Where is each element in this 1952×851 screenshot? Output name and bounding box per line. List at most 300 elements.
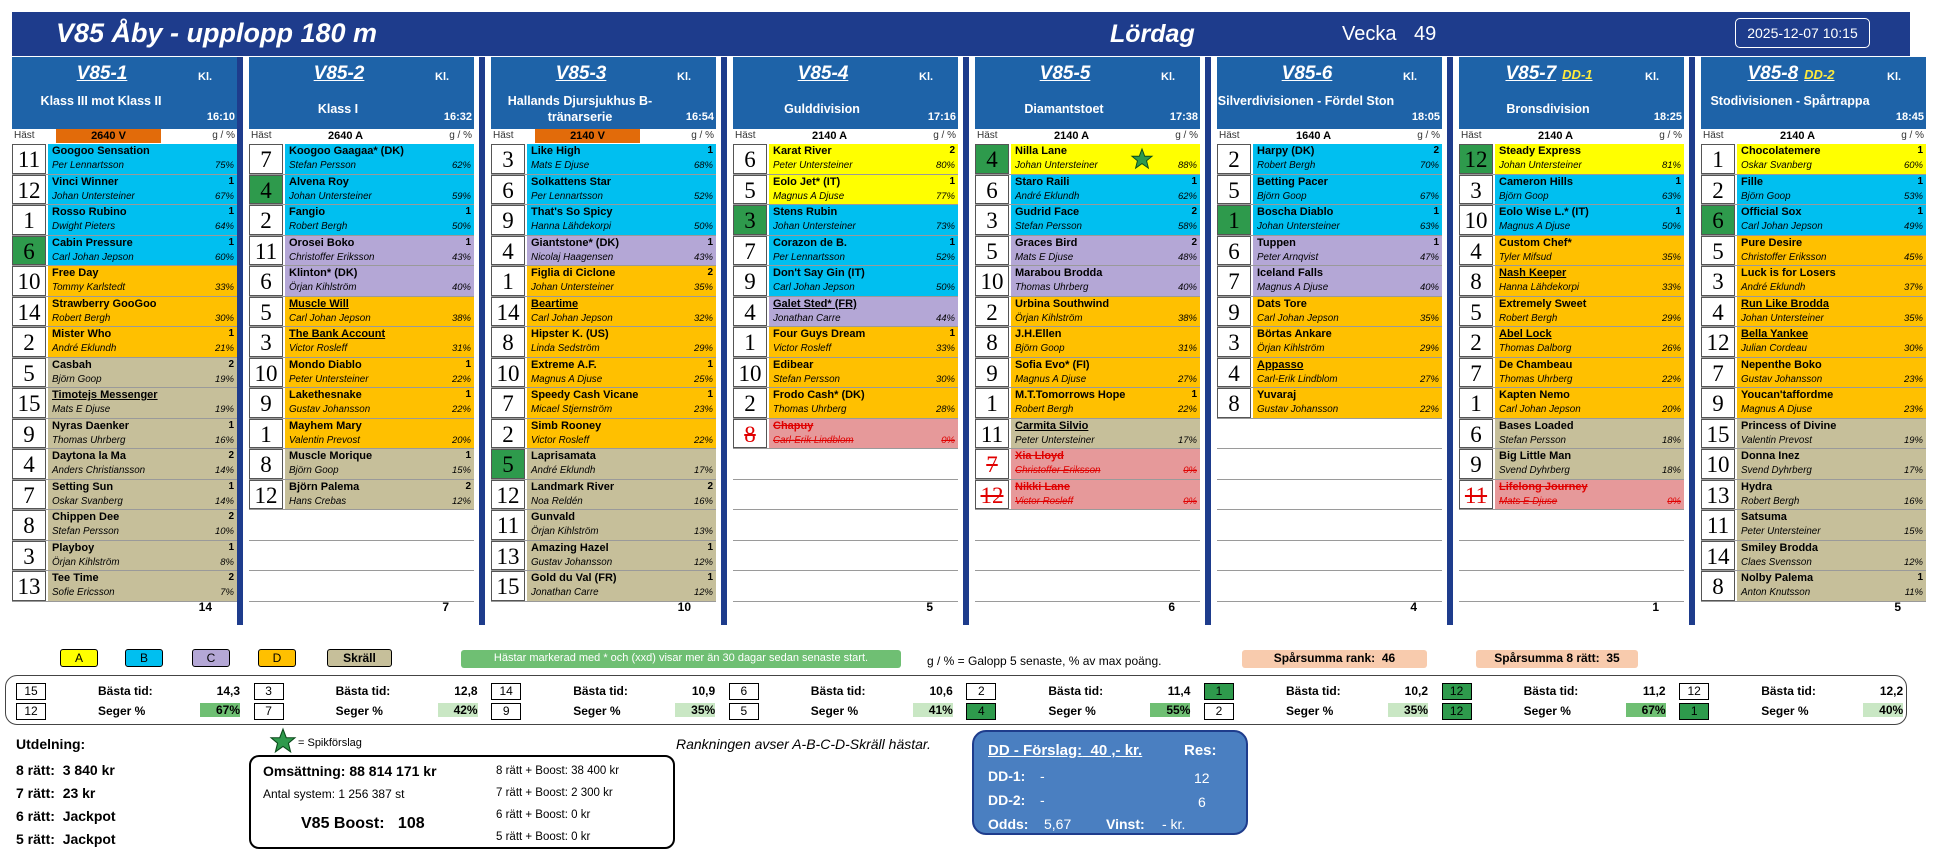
gallop-cell bbox=[198, 571, 237, 601]
stat-number-top: 15 bbox=[16, 683, 46, 700]
gp-label: g / % bbox=[1901, 130, 1924, 141]
horse-row[interactable] bbox=[975, 266, 1200, 297]
driver-name: Johan Untersteiner bbox=[531, 282, 614, 293]
horse-row[interactable] bbox=[1459, 297, 1684, 328]
horse-row[interactable] bbox=[249, 205, 474, 236]
horse-list bbox=[12, 144, 237, 602]
horse-row[interactable] bbox=[733, 266, 958, 297]
horse-row[interactable] bbox=[491, 266, 716, 297]
gallop-cell bbox=[198, 266, 237, 296]
driver-name: André Eklundh bbox=[1015, 190, 1080, 202]
horse-number: 1 bbox=[12, 205, 46, 235]
driver-name: Stefan Persson bbox=[1499, 434, 1566, 446]
points-percent: 27% bbox=[1419, 373, 1439, 385]
driver-name: Tyler Mifsud bbox=[1499, 251, 1552, 263]
driver-name: Gustav Johansson bbox=[1741, 373, 1823, 385]
horse-number: 7 bbox=[975, 449, 1009, 479]
horse-number: 3 bbox=[491, 144, 525, 174]
sum8-label: Spårsumma 8 rätt: bbox=[1494, 651, 1600, 665]
horse-row[interactable] bbox=[1217, 327, 1442, 358]
horse-info bbox=[527, 236, 677, 266]
horse-info bbox=[1495, 449, 1645, 479]
horse-info bbox=[1253, 175, 1403, 205]
horse-number: 15 bbox=[12, 388, 46, 418]
gallop-cell bbox=[198, 144, 237, 174]
horse-number: 11 bbox=[975, 419, 1009, 449]
horse-row[interactable] bbox=[1701, 297, 1926, 328]
driver-name: Jonathan Carre bbox=[531, 587, 599, 598]
points-percent: 15% bbox=[451, 465, 471, 476]
horse-row[interactable] bbox=[12, 388, 237, 419]
horse-number: 9 bbox=[249, 388, 283, 418]
horse-row[interactable] bbox=[1701, 236, 1926, 267]
points-percent: 50% bbox=[1661, 221, 1681, 232]
race-distance: 2640 V bbox=[56, 129, 161, 143]
horse-number: 11 bbox=[491, 510, 525, 540]
points-percent: 33% bbox=[935, 343, 955, 354]
points-percent: 16% bbox=[214, 434, 234, 446]
horse-number: 15 bbox=[1701, 419, 1735, 449]
horse-info bbox=[769, 358, 919, 388]
horse-name: Satsuma bbox=[1741, 511, 1787, 523]
horse-row[interactable] bbox=[249, 236, 474, 267]
horse-row[interactable] bbox=[1459, 449, 1684, 480]
horse-row[interactable] bbox=[1217, 297, 1442, 328]
races-grid bbox=[12, 57, 1924, 625]
race-time: 16:54 bbox=[685, 111, 714, 123]
horse-info bbox=[527, 419, 677, 449]
horse-name: De Chambeau bbox=[1499, 358, 1573, 371]
gallop-cell bbox=[198, 449, 237, 479]
horse-row[interactable] bbox=[12, 510, 237, 541]
horse-row[interactable] bbox=[733, 388, 958, 419]
horse-info bbox=[527, 541, 677, 571]
gallop-cell bbox=[198, 419, 237, 449]
horse-row[interactable] bbox=[1701, 144, 1926, 175]
points-percent: 62% bbox=[1177, 190, 1197, 202]
horse-number: 5 bbox=[975, 236, 1009, 266]
best-time: 11,4 bbox=[1167, 684, 1191, 698]
horse-number: 14 bbox=[1701, 541, 1735, 571]
gallop-cell bbox=[1645, 144, 1684, 174]
horse-row[interactable] bbox=[12, 236, 237, 267]
points-percent: 43% bbox=[451, 251, 471, 263]
gallop-count: 2 bbox=[228, 358, 234, 370]
horse-row[interactable] bbox=[12, 205, 237, 236]
points-percent: 12% bbox=[693, 556, 713, 568]
horse-row[interactable] bbox=[733, 175, 958, 206]
points-percent: 50% bbox=[935, 282, 955, 293]
horse-row[interactable] bbox=[975, 175, 1200, 206]
gallop-cell bbox=[919, 175, 958, 205]
race-name bbox=[249, 63, 429, 85]
gallop-cell bbox=[1161, 175, 1200, 205]
rank-value: 46 bbox=[1381, 651, 1396, 665]
horse-row[interactable] bbox=[491, 144, 716, 175]
horse-number: 1 bbox=[1701, 144, 1735, 174]
race-name-text: V85-6 bbox=[1281, 63, 1333, 84]
stat-number-bottom: 12 bbox=[16, 703, 46, 720]
race-score: 10 bbox=[677, 600, 691, 614]
horse-info bbox=[1495, 388, 1645, 418]
horse-row[interactable] bbox=[975, 449, 1200, 480]
horse-number: 4 bbox=[12, 449, 46, 479]
horse-row[interactable] bbox=[12, 480, 237, 511]
horse-row[interactable] bbox=[491, 480, 716, 511]
race-header bbox=[975, 57, 1200, 129]
points-percent: 59% bbox=[451, 190, 471, 202]
horse-number: 11 bbox=[249, 236, 283, 266]
horse-row[interactable] bbox=[249, 388, 474, 419]
race-time-label: Kl. bbox=[919, 71, 934, 83]
driver-name: Per Lennartsson bbox=[531, 190, 603, 202]
horse-name: Nepenthe Boko bbox=[1741, 358, 1822, 371]
gallop-cell bbox=[1887, 419, 1926, 449]
horse-row[interactable] bbox=[1701, 205, 1926, 236]
gallop-count: 1 bbox=[949, 175, 955, 187]
horse-row[interactable] bbox=[733, 419, 958, 450]
horse-row[interactable] bbox=[12, 541, 237, 572]
horse-name: Googoo Sensation bbox=[52, 145, 150, 157]
driver-name: Örjan Kihlström bbox=[289, 282, 357, 293]
race-time: 18:25 bbox=[1653, 111, 1682, 123]
horse-name: Cameron Hills bbox=[1499, 175, 1573, 188]
gallop-cell bbox=[919, 205, 958, 235]
driver-name: Tommy Karlstedt bbox=[52, 282, 126, 293]
gallop-cell bbox=[1403, 205, 1442, 235]
dd1-label: DD-1: bbox=[988, 768, 1026, 784]
horse-row[interactable] bbox=[1217, 266, 1442, 297]
horse-row[interactable] bbox=[12, 175, 237, 206]
horse-row[interactable] bbox=[12, 297, 237, 328]
horse-name: Casbah bbox=[52, 358, 92, 371]
horse-info bbox=[527, 358, 677, 388]
race-time-label: Kl. bbox=[1645, 71, 1660, 83]
horse-row[interactable] bbox=[1701, 266, 1926, 297]
horse-number: 10 bbox=[491, 358, 525, 388]
horse-row bbox=[1217, 480, 1442, 511]
horse-row[interactable] bbox=[1217, 358, 1442, 389]
horse-row[interactable] bbox=[1217, 388, 1442, 419]
horse-name: Nikki Lane bbox=[1015, 480, 1071, 493]
driver-name: Mats E Djuse bbox=[52, 404, 111, 415]
horse-row[interactable] bbox=[1701, 541, 1926, 572]
driver-name: Johan Untersteiner bbox=[289, 190, 372, 202]
horse-row[interactable] bbox=[491, 205, 716, 236]
driver-name: Noa Reldén bbox=[531, 495, 583, 507]
points-percent: 16% bbox=[1903, 495, 1923, 507]
horse-name: Bella Yankee bbox=[1741, 328, 1809, 340]
horse-row[interactable] bbox=[1217, 144, 1442, 175]
gallop-cell bbox=[1403, 297, 1442, 327]
driver-name: Björn Goop bbox=[1741, 190, 1791, 202]
horse-row[interactable] bbox=[249, 266, 474, 297]
horse-row[interactable] bbox=[1701, 510, 1926, 541]
gallop-cell bbox=[1645, 266, 1684, 296]
horse-row[interactable] bbox=[1459, 175, 1684, 206]
win-percent: 41% bbox=[913, 703, 953, 717]
horse-row[interactable] bbox=[975, 480, 1200, 511]
best-time-label: Bästa tid: bbox=[810, 684, 866, 698]
horse-row[interactable] bbox=[733, 236, 958, 267]
race-header bbox=[491, 57, 716, 129]
utd-row bbox=[16, 831, 116, 847]
odds-label: Odds: bbox=[988, 816, 1029, 832]
horse-row[interactable] bbox=[1459, 144, 1684, 175]
horse-row[interactable] bbox=[733, 205, 958, 236]
race-subheader bbox=[975, 129, 1200, 143]
horse-row[interactable] bbox=[1701, 327, 1926, 358]
horse-info bbox=[48, 175, 198, 205]
driver-name: Dwight Pieters bbox=[52, 221, 116, 232]
stat-number-bottom: 1 bbox=[1679, 703, 1709, 720]
horse-number: 2 bbox=[1701, 175, 1735, 205]
stat-block bbox=[1440, 683, 1670, 721]
points-percent: 0% bbox=[1183, 465, 1197, 476]
horse-row[interactable] bbox=[975, 388, 1200, 419]
horse-number: 12 bbox=[1459, 144, 1493, 174]
horse-row[interactable] bbox=[12, 144, 237, 175]
horse-name: Iceland Falls bbox=[1257, 267, 1324, 279]
horse-row[interactable] bbox=[12, 571, 237, 602]
horse-row[interactable] bbox=[491, 175, 716, 206]
horse-row[interactable] bbox=[249, 144, 474, 175]
horse-number: 7 bbox=[491, 388, 525, 418]
gallop-cell bbox=[1887, 297, 1926, 327]
points-percent: 14% bbox=[214, 465, 234, 476]
horse-info bbox=[48, 449, 198, 479]
gallop-cell bbox=[1887, 205, 1926, 235]
horse-row[interactable] bbox=[975, 419, 1200, 450]
horse-number: 2 bbox=[1217, 144, 1251, 174]
horse-number: 9 bbox=[1701, 388, 1735, 418]
horse-row[interactable] bbox=[1459, 358, 1684, 389]
horse-row[interactable] bbox=[1459, 236, 1684, 267]
race-name-text: V85-4 bbox=[797, 63, 849, 84]
horse-info bbox=[48, 236, 198, 266]
best-time-label: Bästa tid: bbox=[1286, 684, 1341, 698]
race-score: 6 bbox=[1168, 600, 1175, 614]
horse-list bbox=[1217, 144, 1442, 602]
driver-name: Julian Cordeau bbox=[1741, 343, 1807, 354]
horse-row[interactable] bbox=[1459, 205, 1684, 236]
horse-row[interactable] bbox=[249, 449, 474, 480]
points-percent: 40% bbox=[451, 282, 471, 293]
horse-name: Edibear bbox=[773, 358, 814, 371]
horse-number: 3 bbox=[12, 541, 46, 571]
horse-info bbox=[285, 205, 435, 235]
gallop-cell bbox=[1887, 175, 1926, 205]
horse-info bbox=[1011, 327, 1161, 357]
horse-info bbox=[1737, 175, 1887, 205]
gallop-cell bbox=[198, 480, 237, 510]
horse-row[interactable] bbox=[1459, 419, 1684, 450]
horse-number: 13 bbox=[491, 541, 525, 571]
horse-info bbox=[285, 419, 435, 449]
horse-info bbox=[1253, 388, 1403, 418]
horse-row[interactable] bbox=[1701, 388, 1926, 419]
race-name-text: V85-7 bbox=[1505, 63, 1557, 84]
stat-block bbox=[727, 683, 957, 721]
race-name bbox=[1701, 63, 1881, 85]
horse-row[interactable] bbox=[491, 510, 716, 541]
gallop-cell bbox=[1161, 327, 1200, 357]
horse-row[interactable] bbox=[491, 358, 716, 389]
horse-info bbox=[769, 236, 919, 266]
horse-info bbox=[1253, 358, 1403, 388]
horse-name: Mister Who bbox=[52, 328, 112, 340]
horse-name: Börtas Ankare bbox=[1257, 328, 1332, 340]
horse-row[interactable] bbox=[1701, 358, 1926, 389]
horse-row[interactable] bbox=[249, 327, 474, 358]
horse-row[interactable] bbox=[249, 358, 474, 389]
points-percent: 12% bbox=[693, 587, 713, 598]
horse-name: Landmark River bbox=[531, 480, 615, 493]
horse-row[interactable] bbox=[491, 297, 716, 328]
dd2-value: - bbox=[1040, 792, 1045, 808]
dd-tag: DD-1 bbox=[1562, 67, 1593, 82]
horse-number: 3 bbox=[975, 205, 1009, 235]
horse-row[interactable] bbox=[12, 358, 237, 389]
horse-row[interactable] bbox=[491, 571, 716, 602]
horse-row[interactable] bbox=[12, 327, 237, 358]
horse-row[interactable] bbox=[1217, 236, 1442, 267]
race-name bbox=[1217, 63, 1397, 85]
horse-row[interactable] bbox=[1459, 388, 1684, 419]
horse-row[interactable] bbox=[1217, 175, 1442, 206]
horse-info bbox=[285, 266, 435, 296]
horse-row[interactable] bbox=[1701, 175, 1926, 206]
gallop-cell bbox=[1645, 480, 1684, 510]
points-percent: 11% bbox=[1904, 587, 1923, 598]
points-percent: 29% bbox=[693, 343, 713, 354]
horse-number: 6 bbox=[1459, 419, 1493, 449]
gallop-cell bbox=[198, 297, 237, 327]
horse-row[interactable] bbox=[975, 236, 1200, 267]
gallop-cell bbox=[677, 571, 716, 601]
horse-row[interactable] bbox=[733, 358, 958, 389]
horse-row[interactable] bbox=[975, 358, 1200, 389]
horse-row[interactable] bbox=[249, 297, 474, 328]
day-label: Lördag bbox=[1110, 20, 1195, 48]
gallop-cell bbox=[919, 297, 958, 327]
points-percent: 22% bbox=[1177, 404, 1197, 415]
horse-row[interactable] bbox=[1459, 480, 1684, 511]
horse-row[interactable] bbox=[1701, 571, 1926, 602]
horse-row[interactable] bbox=[491, 388, 716, 419]
horse-row[interactable] bbox=[1459, 266, 1684, 297]
horse-row[interactable] bbox=[12, 449, 237, 480]
horse-row[interactable] bbox=[491, 236, 716, 267]
race-subheader bbox=[1459, 129, 1684, 143]
horse-number: 7 bbox=[733, 236, 767, 266]
horse-row[interactable] bbox=[249, 480, 474, 511]
best-time: 10,6 bbox=[929, 684, 953, 698]
horse-row[interactable] bbox=[1217, 205, 1442, 236]
win-percent: 67% bbox=[200, 703, 240, 717]
horse-row[interactable] bbox=[1459, 327, 1684, 358]
gallop-cell bbox=[435, 297, 474, 327]
points-percent: 18% bbox=[1661, 465, 1681, 476]
points-percent: 23% bbox=[693, 404, 713, 415]
utd-row bbox=[16, 785, 95, 801]
driver-name: Christoffer Eriksson bbox=[1741, 251, 1827, 263]
driver-name: Peter Arnqvist bbox=[1257, 251, 1319, 263]
horse-name: Chapuy bbox=[773, 419, 814, 432]
horse-number: 8 bbox=[1701, 571, 1735, 601]
hast-label: Häst bbox=[1703, 130, 1724, 141]
horse-number: 9 bbox=[975, 358, 1009, 388]
horse-row[interactable] bbox=[733, 327, 958, 358]
race-subheader bbox=[1217, 129, 1442, 143]
stat-number-bottom: 4 bbox=[966, 703, 996, 720]
horse-row[interactable] bbox=[975, 144, 1200, 175]
horse-row[interactable] bbox=[491, 419, 716, 450]
horse-row[interactable] bbox=[491, 449, 716, 480]
vinst-label: Vinst: bbox=[1106, 816, 1145, 832]
horse-info bbox=[769, 419, 919, 449]
race-column bbox=[733, 57, 969, 625]
horse-row[interactable] bbox=[1701, 480, 1926, 511]
points-percent: 12% bbox=[1903, 556, 1923, 568]
points-percent: 45% bbox=[1903, 251, 1923, 263]
win-percent: 35% bbox=[675, 703, 715, 717]
horse-number: 1 bbox=[733, 327, 767, 357]
horse-info bbox=[1495, 205, 1645, 235]
points-percent: 40% bbox=[1177, 282, 1197, 293]
horse-row[interactable] bbox=[975, 205, 1200, 236]
horse-number: 6 bbox=[1217, 236, 1251, 266]
gallop-cell bbox=[677, 297, 716, 327]
horse-name: Lakethesnake bbox=[289, 389, 362, 401]
horse-row[interactable] bbox=[1701, 449, 1926, 480]
points-percent: 40% bbox=[1419, 282, 1439, 293]
legend-a: A bbox=[60, 649, 98, 667]
horse-row[interactable] bbox=[249, 419, 474, 450]
points-percent: 22% bbox=[451, 404, 471, 415]
points-percent: 19% bbox=[214, 373, 234, 385]
driver-name: Örjan Kihlström bbox=[1015, 312, 1083, 324]
horse-row[interactable] bbox=[491, 541, 716, 572]
gallop-count: 1 bbox=[228, 175, 234, 187]
gallop-cell bbox=[1161, 297, 1200, 327]
horse-info bbox=[48, 327, 198, 357]
points-percent: 22% bbox=[451, 373, 471, 385]
gallop-cell bbox=[677, 419, 716, 449]
horse-row[interactable] bbox=[249, 175, 474, 206]
horse-info bbox=[285, 358, 435, 388]
horse-row[interactable] bbox=[733, 144, 958, 175]
horse-info bbox=[1737, 449, 1887, 479]
driver-name: Björn Goop bbox=[1257, 190, 1307, 202]
driver-name: Robert Bergh bbox=[289, 221, 348, 232]
horse-row[interactable] bbox=[975, 327, 1200, 358]
horse-row[interactable] bbox=[1701, 419, 1926, 450]
horse-list bbox=[491, 144, 716, 602]
points-percent: 28% bbox=[935, 404, 955, 415]
horse-number: 10 bbox=[1701, 449, 1735, 479]
horse-row[interactable] bbox=[12, 419, 237, 450]
horse-row[interactable] bbox=[491, 327, 716, 358]
horse-row[interactable] bbox=[12, 266, 237, 297]
horse-row[interactable] bbox=[975, 297, 1200, 328]
horse-row[interactable] bbox=[733, 297, 958, 328]
horse-name: Muscle Will bbox=[289, 297, 349, 310]
driver-name: Magnus A Djuse bbox=[1741, 404, 1813, 415]
best-time: 12,8 bbox=[454, 684, 478, 698]
horse-info bbox=[285, 480, 435, 510]
horse-number: 8 bbox=[1217, 388, 1251, 418]
